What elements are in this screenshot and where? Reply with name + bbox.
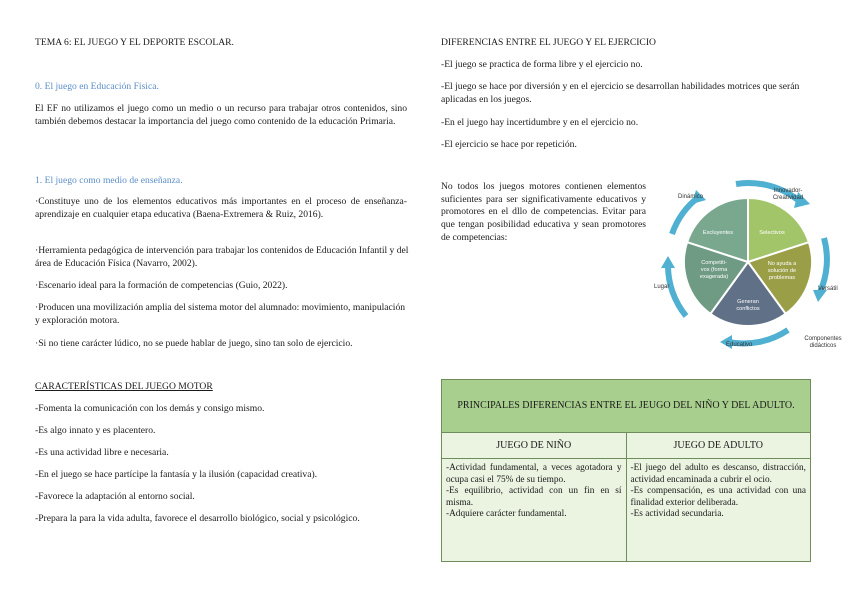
segment-label-excluyentes: Excluyentes [702,230,734,236]
caracteristica-item: -Es algo innato y es placentero. [35,425,156,436]
section1-item: ·Herramienta pedagógica de intervención para trabajar los contenidos de Educación Infantil y del área de Educación Física (Navarro, 2002). [35,245,409,269]
table-item: -Es equilibrio, actividad con un fin en sí misma. [446,486,622,508]
section1-item: ·Si no tiene carácter lúdico, no se puede hablar de juego, sino tan solo de ejercicio. [35,338,353,349]
arrowhead [661,256,675,268]
table-cell-adulto [626,459,811,562]
cycle-arrow [668,266,686,316]
segment-label-conflictos: Generan conflictos [736,299,760,312]
outer-label-componentes: Componentes didácticos [804,336,842,349]
section1-heading: 1. El juego como medio de enseñanza. [35,175,183,186]
competencias-cycle-diagram [648,170,848,350]
table-item: -El juego del adulto es descanso, distracción, actividad encaminada a cubrir el ocio. [630,463,806,485]
table-item: -Adquiere carácter fundamental. [446,509,567,520]
table-cell-nino [442,459,627,562]
table-item: -Es actividad secundaria. [630,509,724,520]
caracteristica-item: -Fomenta la comunicación con los demás y consigo mismo. [35,403,265,414]
page-title: TEMA 6: EL JUEGO Y EL DEPORTE ESCOLAR. [35,37,234,48]
diferencia-item: -El ejercicio se hace por repetición. [441,139,577,150]
outer-label-educativo: Educativo [726,342,753,348]
section1-item: ·Escenario ideal para la formación de competencias (Guio, 2022). [35,280,288,291]
outer-label-versatil: Versátil [818,286,838,292]
segment-label-solucion-problemas: No ayuda a solución de problemas [767,261,797,281]
outer-label-dinamico: Dinámico [678,194,704,200]
diferencia-item: -En el juego hay incertidumbre y en el ejercicio no. [441,117,639,128]
caracteristica-item: -Prepara la para la vida adulta, favorece el desarrollo biológico, social y psicológico. [35,513,360,524]
outer-label-lugar: Lugar [654,284,670,290]
table-col-nino: JUEGO DE NIÑO [442,433,627,459]
diferencias-heading: DIFERENCIAS ENTRE EL JUEGO Y EL EJERCICIO [441,37,656,48]
section0-heading: 0. El juego en Educación Física. [35,81,159,92]
caracteristicas-heading: CARACTERÍSTICAS DEL JUEGO MOTOR [35,381,213,392]
table-title: PRINCIPALES DIFERENCIAS ENTRE EL JEUGO DEL NIÑO Y DEL ADULTO. [442,380,811,433]
caracteristica-item: -Favorece la adaptación al entorno social. [35,491,195,502]
section0-paragraph: El EF no utilizamos el juego como un medio o un recurso para trabajar otros contenidos, sino también debemos destacar la importancia del juego como contenido de la educación Primaria. [35,103,407,127]
section1-item: ·Producen una movilización amplia del sistema motor del alumnado: movimiento, manipulación y exploración motora. [35,302,406,326]
segment-label-selectivos: Selectivos [759,230,785,236]
segment-label-competitivos: Competiti-vos (forma exagerada) [699,260,729,280]
diferencia-item: -El juego se practica de forma libre y el ejercicio no. [441,59,643,70]
caracteristica-item: -Es una actividad libre e necesaria. [35,447,169,458]
evitar-paragraph: No todos los juegos motores contienen elementos suficientes para ser significativamente educativos y promotores en el dllo de competencias. Evitar para que tengan posibilidad educativa y sean promotores de competencias: [441,181,646,243]
caracteristica-item: -En el juego se hace partícipe la fantasía y la ilusión (capacidad creativa). [35,469,318,480]
section1-item: ·Constituye uno de los elementos educativos más importantes en el proceso de enseñanza-aprendizaje en cualquier etapa educativa (Baena-Extremera & Ruiz, 2016). [35,196,407,220]
table-item: -Es compensación, es una actividad con una finalidad exterior deliberada. [630,486,806,508]
cycle-arrow [820,238,827,292]
table-col-adulto: JUEGO DE ADULTO [626,433,811,459]
ninio-adulto-table [441,379,811,562]
outer-label-innovador: Innovador-Creatividad [772,188,804,201]
table-item: -Actividad fundamental, a veces agotadora y ocupa casi el 75% de su tiempo. [446,463,622,485]
diferencia-item: -El juego se hace por diversión y en el ejercicio se desarrollan habilidades motrices que serán aplicadas en los juegos. [441,81,800,105]
